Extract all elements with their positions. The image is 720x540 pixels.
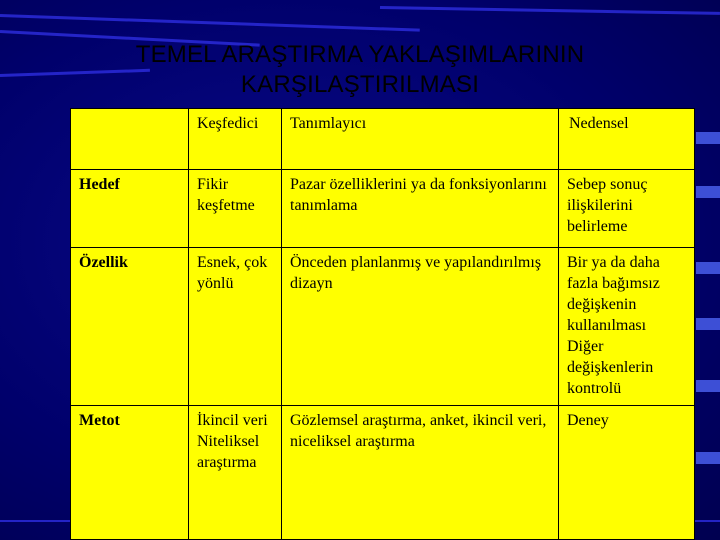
- header-cell-causal: Nedensel: [559, 109, 695, 170]
- table-cell: Bir ya da daha fazla bağımsız değişkenin kullanılması Diğer değişkenlerin kontrolü: [559, 248, 695, 406]
- decorative-side-bar: [696, 186, 720, 198]
- decorative-side-bar: [696, 262, 720, 274]
- table-cell: Pazar özelliklerini ya da fonksiyonlarını tanımlama: [282, 170, 559, 248]
- table-cell: Önceden planlanmış ve yapılandırılmış dizayn: [282, 248, 559, 406]
- row-label-feature: Özellik: [71, 248, 189, 406]
- table-cell: Fikir keşfetme: [189, 170, 282, 248]
- comparison-table: [70, 108, 695, 540]
- slide-title: [110, 40, 610, 100]
- decorative-side-bar: [696, 380, 720, 392]
- decorative-side-bar: [696, 132, 720, 144]
- table-row: [71, 170, 695, 248]
- slide-title-line-1: TEMEL ARAŞTIRMA YAKLAŞIMLARININ: [135, 41, 585, 68]
- table-row: [71, 406, 695, 540]
- slide-title-line-2: KARŞILAŞTIRILMASI: [240, 71, 480, 98]
- decorative-side-bar: [696, 452, 720, 464]
- table-cell: Esnek, çok yönlü: [189, 248, 282, 406]
- table-cell: İkincil veri Niteliksel araştırma: [189, 406, 282, 540]
- header-cell-exploratory: Keşfedici: [189, 109, 282, 170]
- table-row: [71, 248, 695, 406]
- row-label-goal: Hedef: [71, 170, 189, 248]
- header-cell-descriptive: Tanımlayıcı: [282, 109, 559, 170]
- decorative-side-bar: [696, 318, 720, 330]
- table-header-row: [71, 109, 695, 170]
- row-label-method: Metot: [71, 406, 189, 540]
- table-cell: Deney: [559, 406, 695, 540]
- header-cell-empty: [71, 109, 189, 170]
- table-cell: Sebep sonuç ilişkilerini belirleme: [559, 170, 695, 248]
- table-cell: Gözlemsel araştırma, anket, ikincil veri, niceliksel araştırma: [282, 406, 559, 540]
